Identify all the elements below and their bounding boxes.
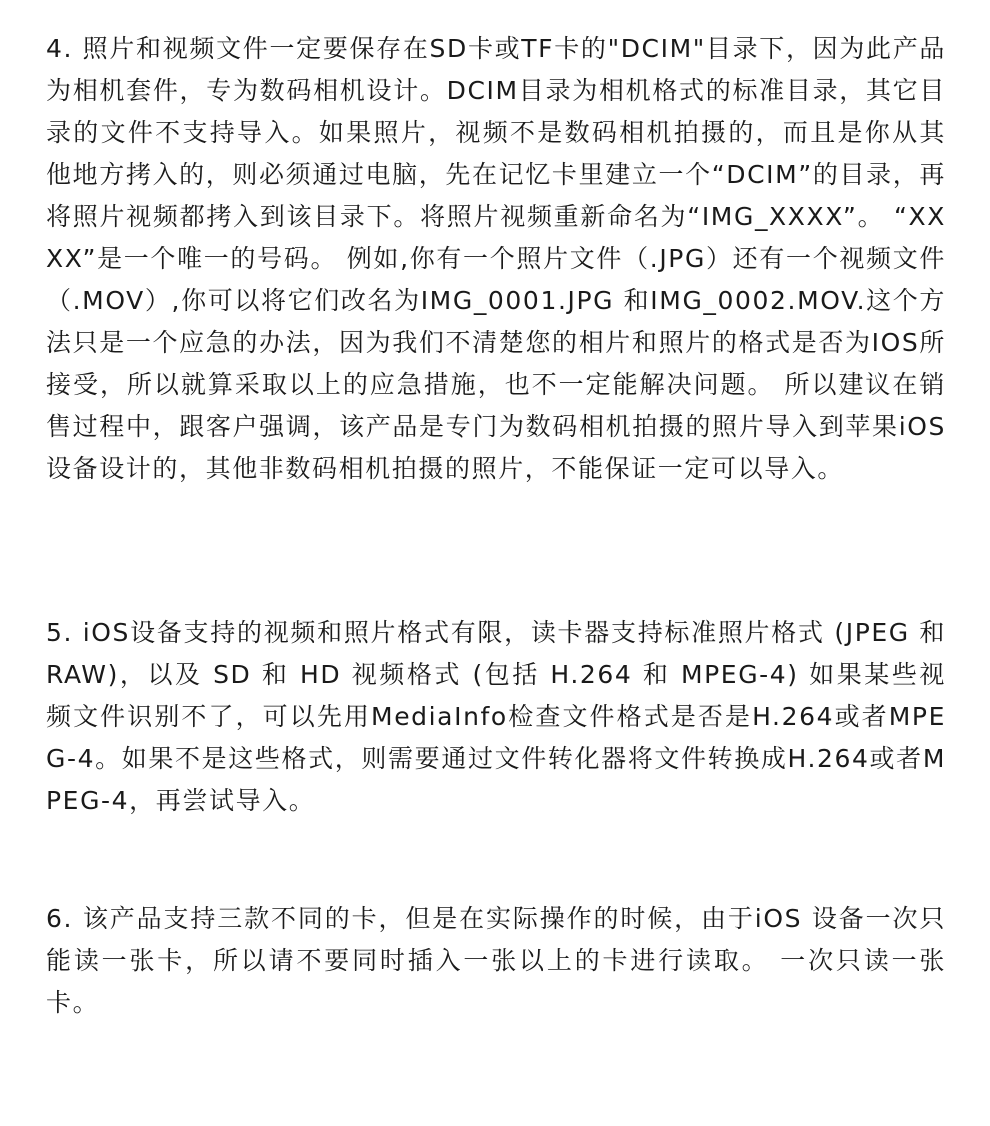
paragraph-item-6: 6. 该产品支持三款不同的卡，但是在实际操作的时候，由于iOS 设备一次只能读一张卡，所以请不要同时插入一张以上的卡进行读取。 一次只读一张卡。 [46, 904, 946, 1017]
paragraph-item-4: 4. 照片和视频文件一定要保存在SD卡或TF卡的"DCIM"目录下，因为此产品为相机套件，专为数码相机设计。DCIM目录为相机格式的标准目录，其它目录的文件不支持导入。如果照片，视频不是数码相机拍摄的，而且是你从其他地方拷入的，则必须通过电脑，先在记忆卡里建立一个“DCIM”的目录，再将照片视频都拷入到该目录下。将照片视频重新命名为“IMG_XXXX”。 “XXXX”是一个唯一的号码。 例如,你有一个照片文件（.JPG）还有一个视频文件（.MOV）,你可以将它们改名为IMG_0001.JPG 和IMG_0002.MOV.这个方法只是一个应急的办法，因为我们不清楚您的相片和照片的格式是否为IOS所接受，所以就算采取以上的应急措施，也不一定能解决问题。 所以建议在销售过程中，跟客户强调，该产品是专门为数码相机拍摄的照片导入到苹果iOS设备设计的，其他非数码相机拍摄的照片，不能保证一定可以导入。 [46, 34, 946, 483]
paragraph-item-5: 5. iOS设备支持的视频和照片格式有限，读卡器支持标准照片格式 (JPEG 和 RAW)，以及 SD 和 HD 视频格式 (包括 H.264 和 MPEG-4) 如果某些视频文件识别不了，可以先用MediaInfo检查文件格式是否是H.264或者MPEG-4。如果不是这些格式，则需要通过文件转化器将文件转换成H.264或者MPEG-4，再尝试导入。 [46, 618, 946, 815]
